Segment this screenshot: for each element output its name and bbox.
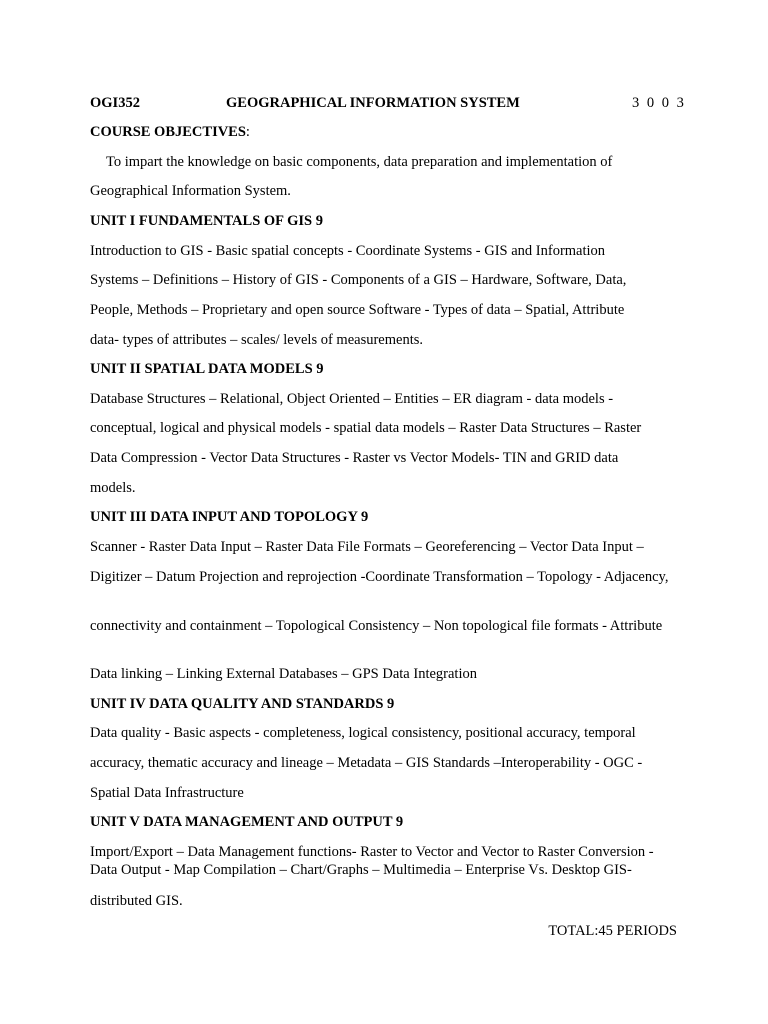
unit-3-line: connectivity and containment – Topological Consistency – Non topological file formats - Attribute (90, 618, 663, 634)
course-title: GEOGRAPHICAL INFORMATION SYSTEM (226, 95, 520, 111)
objectives-heading: COURSE OBJECTIVES (90, 124, 246, 140)
unit-1-line: Introduction to GIS - Basic spatial concepts - Coordinate Systems - GIS and Information (90, 243, 606, 259)
unit-5-heading: UNIT V DATA MANAGEMENT AND OUTPUT 9 (90, 814, 404, 830)
unit-1-line: data- types of attributes – scales/ levels of measurements. (90, 332, 423, 348)
objectives-heading-line (90, 123, 250, 141)
unit-3-line: Data linking – Linking External Databases – GPS Data Integration (90, 666, 477, 682)
unit-3-line: Digitizer – Datum Projection and reprojection -Coordinate Transformation – Topology - Adjacency, (90, 569, 669, 585)
total-periods: TOTAL:45 PERIODS (548, 923, 677, 939)
unit-5-line: distributed GIS. (90, 893, 183, 909)
unit-1-line: Systems – Definitions – History of GIS - Components of a GIS – Hardware, Software, Data, (90, 272, 627, 288)
course-code: OGI352 (90, 95, 140, 111)
unit-4-line: accuracy, thematic accuracy and lineage – Metadata – GIS Standards –Interoperability - OGC - (90, 755, 643, 771)
objectives-colon: : (245, 124, 250, 140)
unit-2-heading: UNIT II SPATIAL DATA MODELS 9 (90, 361, 324, 377)
course-credits: 3 0 0 3 (632, 95, 686, 111)
unit-2-line: models. (90, 480, 136, 496)
unit-2-line: conceptual, logical and physical models - spatial data models – Raster Data Structures – Raster (90, 420, 642, 436)
unit-4-line: Spatial Data Infrastructure (90, 785, 244, 801)
unit-5-line: Import/Export – Data Management functions- Raster to Vector and Vector to Raster Conversion -Data Output - Map Compilation – Chart/Graphs – Multimedia – Enterprise Vs. Desktop GIS- (90, 844, 654, 878)
unit-2-line: Database Structures – Relational, Object Oriented – Entities – ER diagram - data models - (90, 391, 614, 407)
unit-4-line: Data quality - Basic aspects - completeness, logical consistency, positional accuracy, temporal (90, 725, 636, 741)
unit-4-heading: UNIT IV DATA QUALITY AND STANDARDS 9 (90, 696, 395, 712)
unit-3-heading: UNIT III DATA INPUT AND TOPOLOGY 9 (90, 509, 369, 525)
objectives-line: Geographical Information System. (90, 183, 291, 199)
unit-3-line: Scanner - Raster Data Input – Raster Data File Formats – Georeferencing – Vector Data Input – (90, 539, 644, 555)
objectives-line: To impart the knowledge on basic components, data preparation and implementation of (106, 154, 613, 170)
unit-1-heading: UNIT I FUNDAMENTALS OF GIS 9 (90, 213, 323, 229)
unit-2-line: Data Compression - Vector Data Structures - Raster vs Vector Models- TIN and GRID data (90, 450, 619, 466)
unit-1-line: People, Methods – Proprietary and open source Software - Types of data – Spatial, Attribute (90, 302, 625, 318)
